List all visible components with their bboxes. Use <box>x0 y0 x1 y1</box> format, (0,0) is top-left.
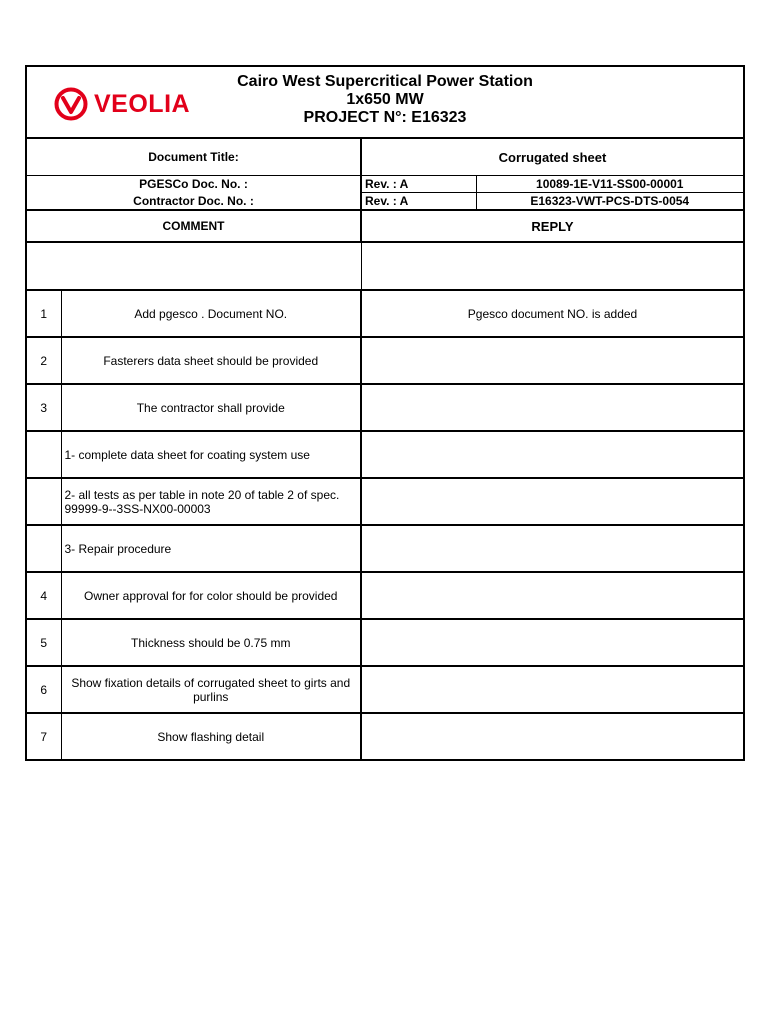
item-comment: 3- Repair procedure <box>61 525 361 572</box>
item-reply: Pgesco document NO. is added <box>361 290 744 337</box>
item-comment: The contractor shall provide <box>61 384 361 431</box>
item-comment: Show fixation details of corrugated sheet to girts and purlins <box>61 666 361 713</box>
item-reply <box>361 572 744 619</box>
item-number: 5 <box>26 619 61 666</box>
project-capacity: 1x650 MW <box>346 91 424 108</box>
comment-table <box>25 65 745 761</box>
table-row <box>26 572 744 619</box>
table-row <box>26 713 744 760</box>
item-comment: Add pgesco . Document NO. <box>61 290 361 337</box>
table-row <box>26 666 744 713</box>
table-row <box>26 525 744 572</box>
document-title-label: Document Title: <box>26 138 361 176</box>
reply-column-header: REPLY <box>361 210 744 242</box>
table-row <box>26 337 744 384</box>
item-reply <box>361 619 744 666</box>
comment-sheet <box>25 65 743 761</box>
item-comment: 2- all tests as per table in note 20 of table 2 of spec. 99999-9--3SS-NX00-00003 <box>61 478 361 525</box>
blank-comment-cell <box>26 242 361 290</box>
item-reply <box>361 666 744 713</box>
item-number: 2 <box>26 337 61 384</box>
item-comment: Fasterers data sheet should be provided <box>61 337 361 384</box>
item-comment: Show flashing detail <box>61 713 361 760</box>
project-name: Cairo West Supercritical Power Station <box>237 73 533 90</box>
item-number <box>26 478 61 525</box>
table-row <box>26 290 744 337</box>
pgesco-doc-number: 10089-1E-V11-SS00-00001 <box>476 176 744 193</box>
item-reply <box>361 431 744 478</box>
item-reply <box>361 337 744 384</box>
item-number: 4 <box>26 572 61 619</box>
table-row <box>26 384 744 431</box>
contractor-rev: Rev. : A <box>361 193 476 211</box>
comment-column-header: COMMENT <box>26 210 361 242</box>
item-comment: 1- complete data sheet for coating system use <box>61 431 361 478</box>
item-number <box>26 525 61 572</box>
header-titles <box>27 73 743 127</box>
table-row <box>26 619 744 666</box>
table-row <box>26 431 744 478</box>
pgesco-rev: Rev. : A <box>361 176 476 193</box>
pgesco-doc-label: PGESCo Doc. No. : <box>26 176 361 193</box>
header-cell <box>26 66 744 138</box>
logo-text: VEOLIA <box>94 89 191 118</box>
item-number: 3 <box>26 384 61 431</box>
project-number: PROJECT N°: E16323 <box>303 109 467 126</box>
item-reply <box>361 713 744 760</box>
item-reply <box>361 525 744 572</box>
table-row <box>26 478 744 525</box>
item-number: 1 <box>26 290 61 337</box>
contractor-doc-number: E16323-VWT-PCS-DTS-0054 <box>476 193 744 211</box>
item-comment: Owner approval for for color should be provided <box>61 572 361 619</box>
item-comment: Thickness should be 0.75 mm <box>61 619 361 666</box>
document-title-value: Corrugated sheet <box>361 138 744 176</box>
item-number: 6 <box>26 666 61 713</box>
contractor-doc-label: Contractor Doc. No. : <box>26 193 361 211</box>
item-number: 7 <box>26 713 61 760</box>
blank-reply-cell <box>361 242 744 290</box>
item-number <box>26 431 61 478</box>
item-reply <box>361 384 744 431</box>
item-reply <box>361 478 744 525</box>
